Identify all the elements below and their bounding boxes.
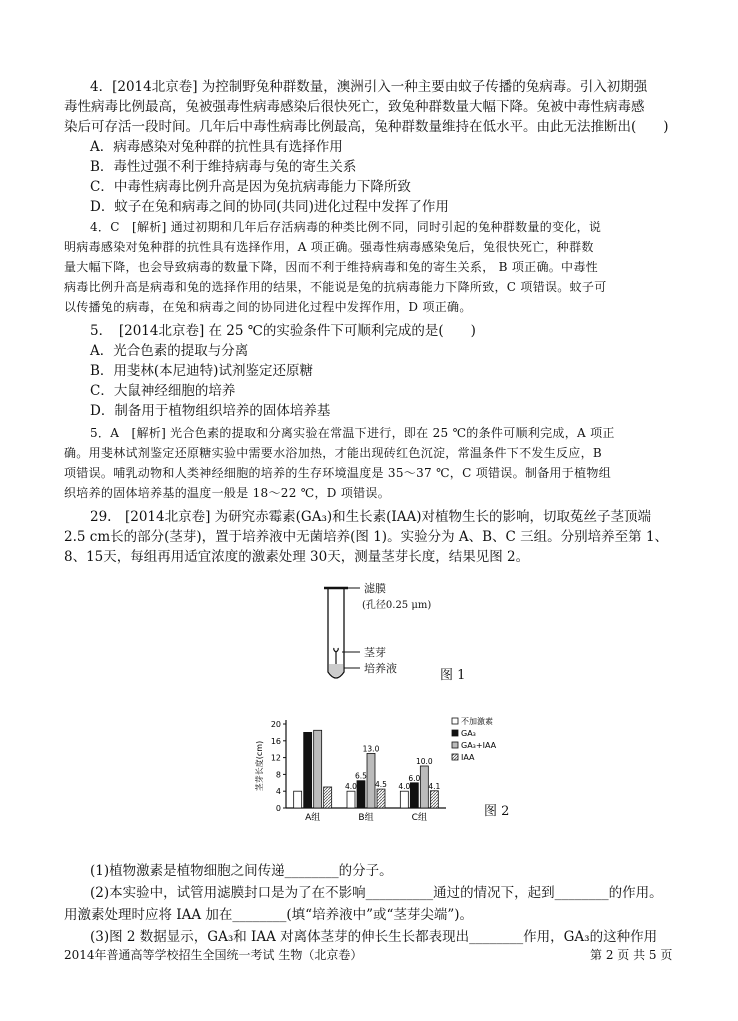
q4-answer-line: 明病毒感染对兔种群的抗性具有选择作用，A 项正确。强毒性病毒感染兔后，兔很快死亡，种群数 (64, 240, 594, 254)
bar (347, 791, 355, 808)
q29-sub-2: (2)本实验中，试管用滤膜封口是为了在不影响__________通过的情况下，起到________的作用。 (90, 885, 663, 901)
q5-answer-line: 5．A [解析] 光合色素的提取和分离实验在常温下进行，即在 25 ℃的条件可顺利完成，A 项正 (90, 426, 615, 440)
q4-answer-line: 病毒比例升高是病毒和兔的选择作用的结果，不能说是兔的抗病毒能力下降所致，C 项错误。蚊子可 (64, 280, 607, 294)
q29-sub-1: (1)植物激素是植物细胞之间传递________的分子。 (90, 863, 393, 879)
legend-swatch (452, 742, 458, 748)
data-label: 6.5 (355, 771, 367, 781)
q29-sub-3: (3)图 2 数据显示，GA₃和 IAA 对离体茎芽的伸长生长都表现出________作用，GA₃的这种作用 (90, 929, 658, 945)
bud-label: 茎芽 (364, 646, 386, 659)
q5-option-a: A．光合色素的提取与分离 (90, 343, 249, 359)
q5-option-c: C．大鼠神经细胞的培养 (90, 383, 236, 399)
medium-label: 培养液 (364, 662, 397, 675)
y-tick-label: 0 (275, 804, 281, 813)
bar (357, 781, 365, 808)
q5-option-d: D．制备用于植物组织培养的固体培养基 (90, 403, 331, 419)
legend-label: IAA (461, 753, 475, 762)
legend-label: GA₃+IAA (461, 741, 497, 750)
bar (294, 791, 302, 808)
q5-stem: 5． [2014北京卷] 在 25 ℃的实验条件下可顺利完成的是( ) (90, 323, 476, 339)
x-tick-label: A组 (305, 813, 321, 823)
footer-page-number: 第 2 页 共 5 页 (590, 948, 673, 962)
y-tick-label: 12 (270, 753, 281, 763)
q29-stem-line: 2.5 cm长的部分(茎芽)，置于培养液中无菌培养(图 1)。实验分为 A、B、C 三组。分别培养至第 1、 (64, 529, 669, 545)
q4-answer-line: 量大幅下降，也会导致病毒的数量下降，因而不利于维持病毒和兔的寄生关系， B 项正确。中毒性 (64, 260, 598, 274)
q5-answer-line: 确。用斐林试剂鉴定还原糖实验中需要水浴加热，才能出现砖红色沉淀，常温条件下不发生反应，B (64, 446, 603, 460)
q5-option-b: B．用斐林(本尼迪特)试剂鉴定还原糖 (90, 363, 313, 379)
bar (314, 730, 322, 808)
data-label: 10.0 (415, 757, 433, 766)
q29-stem-line: 29. [2014北京卷] 为研究赤霉素(GA₃)和生长素(IAA)对植物生长的影响，切取菟丝子茎顶端 (90, 509, 651, 525)
bar (420, 766, 428, 808)
bar (410, 783, 418, 808)
filter-label: 滤膜 (364, 582, 386, 595)
legend-swatch (452, 730, 458, 736)
q4-stem-line: 4．[2014北京卷] 为控制野兔种群数量，澳洲引入一种主要由蚊子传播的兔病毒。引入初期强 (90, 79, 648, 95)
filter-spec-label: (孔径0.25 μm) (362, 600, 432, 611)
y-tick-label: 4 (275, 787, 281, 797)
q4-stem-line: 毒性病毒比例最高，兔被强毒性病毒感染后很快死亡，致兔种群数量大幅下降。兔被中毒性病毒感 (64, 99, 645, 115)
q4-option-a: A．病毒感染对兔种群的抗性具有选择作用 (90, 139, 343, 155)
bar (377, 789, 385, 808)
footer-exam-title: 2014年普通高等学校招生全国统一考试 生物（北京卷） (64, 948, 363, 962)
q4-answer-line: 以传播兔的病毒，在兔和病毒之间的协同进化过程中发挥作用，D 项正确。 (64, 300, 472, 314)
data-label: 4.5 (375, 780, 387, 790)
bar (324, 787, 332, 808)
q29-stem-line: 8、15天，每组再用适宜浓度的激素处理 30天，测量茎芽长度，结果见图 2。 (64, 549, 530, 565)
y-tick-label: 16 (270, 736, 281, 746)
y-tick-label: 20 (270, 720, 281, 729)
legend-label: 不加激素 (461, 717, 493, 726)
data-label: 4.0 (398, 782, 411, 792)
q4-option-b: B．毒性过强不利于维持病毒与兔的寄生关系 (90, 159, 357, 175)
data-label: 4.1 (428, 781, 441, 791)
q5-answer-line: 织培养的固体培养基的温度一般是 18～22 ℃，D 项错误。 (64, 486, 391, 500)
bar (367, 753, 375, 808)
y-tick-label: 8 (275, 770, 281, 780)
legend-swatch (452, 718, 458, 724)
data-label: 6.0 (408, 773, 421, 783)
figure-2-caption: 图 2 (484, 804, 510, 819)
q4-option-c: C．中毒性病毒比例升高是因为兔抗病毒能力下降所致 (90, 179, 411, 195)
x-tick-label: B组 (358, 813, 374, 823)
bar (304, 732, 312, 808)
bar (400, 791, 408, 808)
data-label: 4.0 (345, 782, 357, 792)
q5-answer-line: 项错误。哺乳动物和人类神经细胞的培养的生存环境温度是 35～37 ℃，C 项错误。制备用于植物组 (64, 466, 611, 480)
q4-stem-line: 染后可存活一段时间。几年后中毒性病毒比例最高，兔种群数量维持在低水平。由此无法推断出( ) (64, 119, 669, 135)
legend-swatch (452, 754, 458, 760)
x-tick-label: C组 (411, 813, 427, 823)
q29-sub-2b: 用激素处理时应将 IAA 加在________(填“培养液中”或“茎芽尖端”)。 (64, 907, 474, 923)
bar (430, 791, 438, 808)
y-axis-label: 茎芽长度(cm) (255, 740, 264, 792)
q4-answer-line: 4．C [解析] 通过初期和几年后存活病毒的种类比例不同，同时引起的兔种群数量的变化，说 (90, 220, 602, 234)
figure-1-caption: 图 1 (440, 668, 466, 683)
data-label: 13.0 (362, 744, 380, 754)
legend-label: GA₃ (461, 729, 476, 738)
q4-option-d: D．蚊子在兔和病毒之间的协同(共同)进化过程中发挥了作用 (90, 199, 449, 215)
